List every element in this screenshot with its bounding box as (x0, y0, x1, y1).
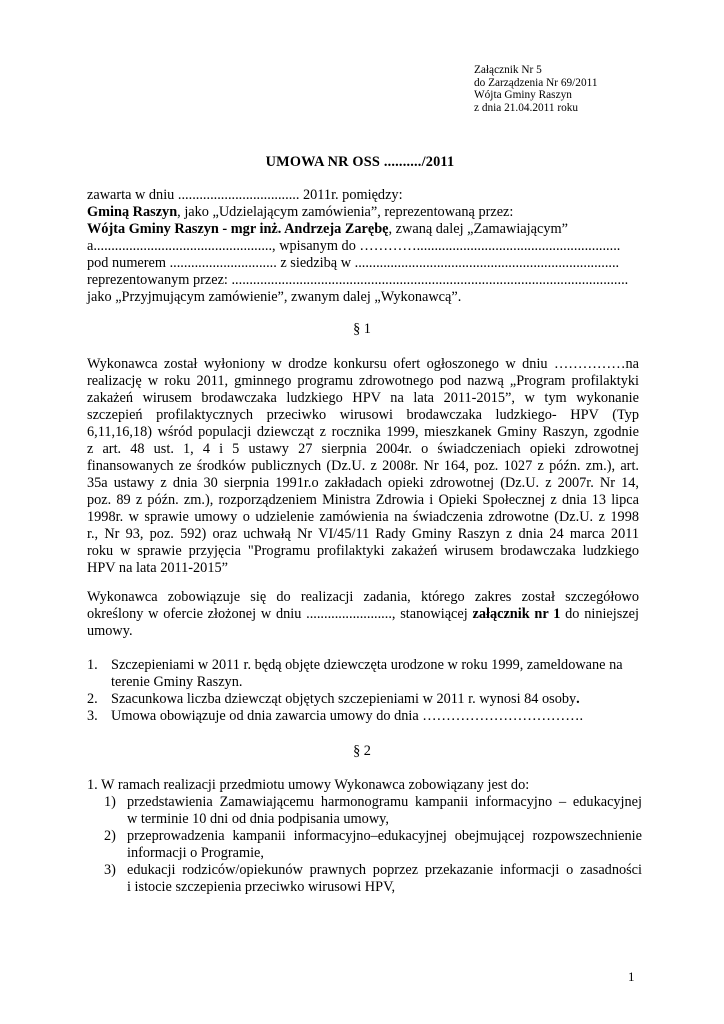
paragraph-1-line: finansowanych ze środków publicznych (Dz.U. z 2008r. Nr 164, poz. 1027 z późn. zm.), art. (87, 458, 639, 474)
list-item: 3. Umowa obowiązuje od dnia zawarcia umowy do dnia ……………………………. (87, 708, 584, 724)
paragraph-2-line-3: umowy. (87, 623, 133, 639)
paragraph-2-line-2: określony w ofercie złożonej w dniu ........................, stanowiącej załącznik nr 1 do niniejszej (87, 606, 639, 622)
intro-line-1: zawarta w dniu .................................. 2011r. pomiędzy: (87, 187, 403, 203)
page-number: 1 (628, 969, 635, 984)
paragraph-1-line: 35a ustawy z dnia 30 sierpnia 1991r.o zakładach opieki zdrowotnej (Dz.U. z 2007r. Nr 14, (87, 475, 639, 491)
list-heading: 1. W ramach realizacji przedmiotu umowy Wykonawca zobowiązany jest do: (87, 777, 530, 793)
paragraph-1 (87, 356, 639, 577)
paragraph-2-line-1: Wykonawca zobowiązuje się do realizacji zadania, którego zakres został szczegółowo (87, 589, 639, 605)
list-item: 1) przedstawienia Zamawiającemu harmonogramu kampanii informacyjno – edukacyjnej w terminie 10 dni od dnia podpisania umowy, (104, 794, 642, 827)
document-title: UMOWA NR OSS ........../2011 (265, 154, 455, 170)
paragraph-1-line: poz. 89 z późn. zm.), rozporządzeniem Ministra Zdrowia i Opieki Społecznej z dnia 13 lipca (87, 492, 639, 508)
intro-line-3: Wójta Gminy Raszyn - mgr inż. Andrzeja Zarębę, zwaną dalej „Zamawiającym” (87, 221, 568, 237)
annex-line-1: Załącznik Nr 5 (474, 64, 542, 76)
list-item: 2. Szacunkowa liczba dziewcząt objętych szczepieniami w 2011 r. wynosi 84 osoby. (87, 691, 580, 707)
annex-line-3: Wójta Gminy Raszyn (474, 89, 572, 102)
paragraph-1-line: 6,11,16,18) wśród populacji dziewcząt z rocznika 1999, mieszkanek Gminy Raszyn, zgodnie (87, 424, 639, 440)
intro-line-4: a.................................................., wpisanym do …………......................................................... (87, 238, 621, 254)
list-item: 1. Szczepieniami w 2011 r. będą objęte dziewczęta urodzone w roku 1999, zameldowane na terenie Gminy Raszyn. (87, 657, 623, 690)
section-1-heading: § 1 (353, 321, 371, 337)
annex-line-2: do Zarządzenia Nr 69/2011 (474, 76, 598, 89)
section-2-heading: § 2 (353, 743, 371, 759)
intro-line-7: jako „Przyjmującym zamówienie”, zwanym dalej „Wykonawcą”. (87, 289, 462, 305)
paragraph-1-line: z art. 48 ust. 1, 4 i 5 ustawy 27 sierpnia 2004r. o świadczeniach opieki zdrowotnej (87, 441, 639, 457)
paragraph-1-line: realizację w roku 2011, gminnego programu zdrowotnego pod nazwą „Program profilaktyki (87, 373, 639, 389)
paragraph-1-line: Wykonawca został wyłoniony w drodze konkursu ofert ogłoszonego w dniu ……………na (87, 356, 639, 372)
intro-line-6: reprezentowanym przez: ............................................................................................................... (87, 272, 629, 288)
paragraph-1-line: r., Nr 93, poz. 592) oraz uchwałą Nr VI/45/11 Rady Gminy Raszyn z dnia 24 marca 2011 (87, 526, 639, 542)
paragraph-1-line: szczepień profilaktycznych przeciwko wirusowi brodawczaka ludzkiego- HPV (Typ (87, 407, 639, 423)
contract-parties (87, 187, 642, 306)
paragraph-1-line: HPV na lata 2011-2015” (87, 560, 228, 576)
paragraph-1-line: roku w sprawie przyjęcia "Programu profilaktyki zakażeń wirusem brodawczaka ludzkiego (87, 543, 639, 559)
numbered-list-1 (87, 657, 642, 725)
paragraph-1-line: zakażeń wirusem brodawczaka ludzkiego HPV na lata 2011-2015”, w tym wykonanie (87, 390, 639, 406)
intro-line-5: pod numerem .............................. z siedzibą w .......................................................................... (87, 255, 620, 271)
intro-line-2: Gminą Raszyn, jako „Udzielającym zamówienia”, reprezentowaną przez: (87, 204, 514, 220)
annex-header (474, 64, 597, 114)
list-item: 3) edukacji rodziców/opiekunów prawnych poprzez przekazanie informacji o zasadności i istocie szczepienia przeciwko wirusowi HPV, (104, 862, 642, 895)
list-item: 2) przeprowadzenia kampanii informacyjno–edukacyjnej obejmującej rozpowszechnienie informacji o Programie, (104, 828, 642, 861)
annex-line-4: z dnia 21.04.2011 roku (474, 101, 579, 114)
numbered-list-2 (87, 777, 642, 896)
paragraph-2 (87, 589, 639, 640)
paragraph-1-line: 1998r. w sprawie umowy o udzielenie zamówienia na świadczenia zdrowotne (Dz.U. z 1998 (87, 509, 639, 525)
